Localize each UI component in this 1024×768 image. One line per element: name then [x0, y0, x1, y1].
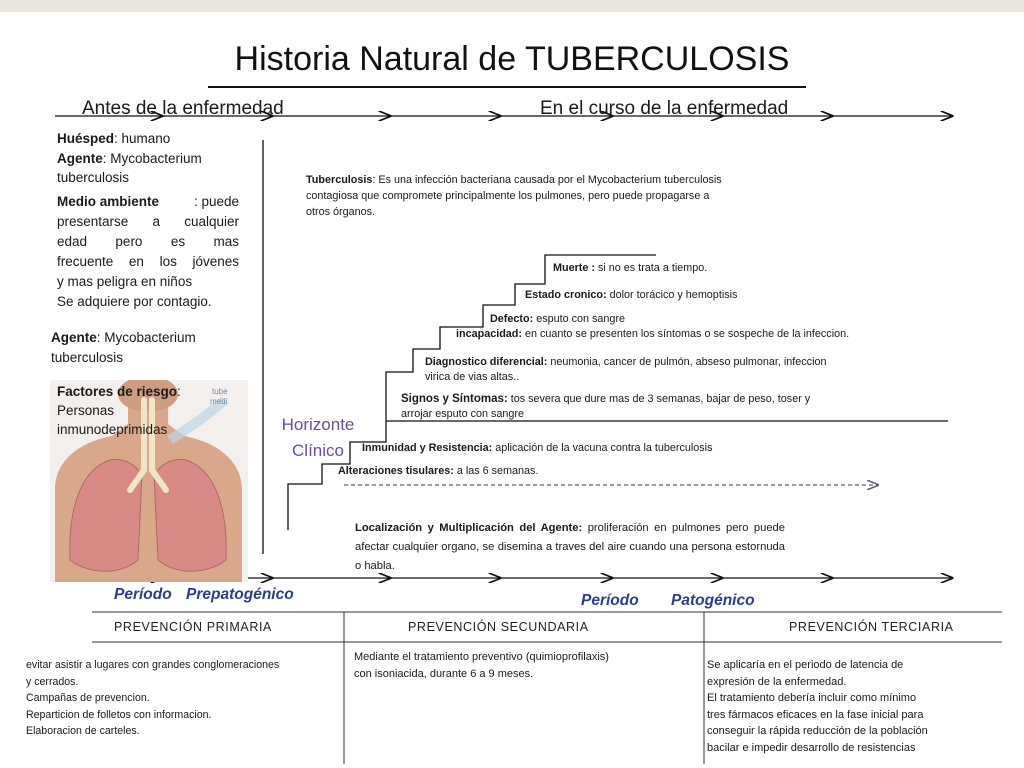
step-signs-text-1: tos severa que dure mas de 3 semanas, bajar de peso, toser y	[507, 393, 811, 405]
clinical-horizon-line-1: Horizonte	[281, 415, 355, 434]
prevention-tertiary-list	[707, 657, 1007, 756]
localization-block	[355, 519, 785, 576]
environment-line-5: y mas peligra en niños	[57, 274, 193, 289]
primary-line: y cerrados.	[26, 675, 79, 688]
tb-definition	[306, 172, 806, 220]
definition-text-3: otros órganos.	[306, 206, 376, 218]
period-pathogenic-word: Período	[581, 592, 639, 609]
prevention-tertiary-header: PREVENCIÓN TERCIARIA	[789, 620, 954, 634]
environment-block	[57, 192, 239, 312]
prevention-primary-list	[26, 657, 338, 740]
definition-text-1: : Es una infección bacteriana causada por el Mycobacterium tuberculosis	[372, 174, 722, 186]
period-prepathogenic-word: Período	[114, 586, 172, 603]
risk-factors-block	[57, 382, 247, 439]
step-disability-label: incapacidad:	[456, 328, 522, 340]
tertiary-line: conseguir la rápida reducción de la población	[707, 725, 928, 737]
primary-line: Elaboracion de carteles.	[26, 725, 140, 737]
environment-line-1: : puede	[193, 194, 239, 209]
period-pathogenic-name: Patogénico	[671, 592, 755, 609]
step-immunity-text: aplicación de la vacuna contra la tuberculosis	[492, 442, 713, 454]
environment-line-2: presentarse a cualquier	[57, 214, 239, 229]
step-death-text: si no es trata a tiempo.	[595, 262, 708, 274]
step-defect-text: esputo con sangre	[533, 313, 626, 325]
step-death	[553, 261, 707, 276]
localization-label: Localización y Multiplicación del Agente:	[355, 522, 583, 534]
slide	[0, 12, 1024, 768]
step-tissue	[338, 464, 538, 479]
agent2-value: : Mycobacterium	[96, 330, 196, 345]
tertiary-line: bacilar e impedir desarrollo de resistencias	[707, 741, 916, 754]
environment-line-4: frecuente en los jóvenes	[57, 254, 239, 269]
agent2-label: Agente	[51, 330, 97, 345]
step-signs	[401, 392, 810, 422]
inhaler-label-1: tube	[212, 387, 228, 396]
prevention-secondary-header: PREVENCIÓN SECUNDARIA	[408, 620, 589, 634]
definition-text-2: contagiosa que compromete principalmente los pulmones, pero puede propagarse a	[306, 190, 710, 202]
header-during-disease: En el curso de la enfermedad	[540, 98, 789, 119]
step-signs-text-2: arrojar esputo con sangre	[401, 408, 525, 420]
step-tissue-label: Alteraciones tisulares:	[338, 465, 454, 477]
secondary-line: con isoniacida, durante 6 a 9 meses.	[354, 668, 534, 680]
contagion-text: Se adquiere por contagio.	[57, 294, 212, 309]
tertiary-line: tres fármacos eficaces en la fase inicial para	[707, 708, 924, 721]
agent-label: Agente	[57, 150, 103, 166]
step-disability	[456, 327, 849, 342]
period-prepathogenic	[114, 586, 294, 604]
period-prepathogenic-name: Prepatogénico	[186, 586, 294, 603]
prevention-secondary-list	[354, 649, 694, 683]
environment-line-3: edad pero es mas	[57, 234, 239, 249]
primary-line: evitar asistir a lugares con grandes conglomeraciones	[26, 659, 280, 671]
definition-label: Tuberculosis	[306, 174, 373, 186]
step-immunity-label: Inmunidad y Resistencia:	[362, 442, 493, 454]
step-defect	[490, 312, 625, 327]
risk-factors-line-2: inmunodeprimidas	[57, 422, 168, 437]
prevention-primary-header: PREVENCIÓN PRIMARIA	[114, 620, 272, 634]
primary-line: Reparticion de folletos con informacion.	[26, 708, 212, 721]
step-disability-text: en cuanto se presenten los síntomas o se sospeche de la infeccion.	[522, 328, 850, 340]
step-differential-text-1: neumonia, cancer de pulmón, abseso pulmonar, infeccion	[547, 356, 827, 368]
header-before-disease: Antes de la enfermedad	[82, 98, 284, 119]
agent-value-2: tuberculosis	[57, 170, 130, 185]
tertiary-line: Se aplicaría en el periodo de latencia de	[707, 659, 904, 671]
step-signs-label: Signos y Síntomas:	[401, 393, 508, 405]
page-title: Historia Natural de TUBERCULOSIS	[234, 40, 790, 78]
inhaler-label-2: medi	[210, 397, 228, 406]
agent-block-2	[51, 328, 241, 367]
period-pathogenic	[581, 592, 755, 610]
step-chronic-text: dolor torácico y hemoptisis	[606, 289, 738, 301]
step-tissue-text: a las 6 semanas.	[453, 465, 539, 477]
step-differential-label: Diagnostico diferencial:	[425, 356, 548, 368]
risk-factors-line-1: Personas	[57, 403, 115, 418]
secondary-line: Mediante el tratamiento preventivo (quimioprofilaxis)	[354, 651, 609, 663]
clinical-horizon-label	[275, 412, 361, 464]
step-differential-text-2: virica de vias altas..	[425, 371, 520, 383]
host-label: Huésped	[57, 131, 115, 146]
step-chronic	[525, 288, 737, 303]
step-differential	[425, 355, 826, 385]
primary-line: Campañas de prevencion.	[26, 692, 150, 704]
clinical-horizon-line-2: Clínico	[292, 441, 344, 460]
localization-text: proliferación en pulmones pero puede afectar cualquier organo, se disemina a traves del aire cuando una persona estornuda o habla.	[355, 522, 785, 572]
tertiary-line: El tratamiento debería incluir como mínimo	[707, 692, 917, 704]
environment-label: Medio ambiente	[57, 194, 160, 209]
step-defect-label: Defecto:	[490, 313, 534, 325]
risk-factors-label: Factores de riesgo	[57, 384, 178, 399]
step-death-label: Muerte :	[553, 262, 595, 274]
host-value: : humano	[114, 131, 171, 146]
risk-factors-colon: :	[177, 384, 181, 399]
agent-value: : Mycobacterium	[102, 150, 202, 166]
host-agent-block	[57, 129, 242, 188]
agent2-value-2: tuberculosis	[51, 349, 124, 365]
tertiary-line: expresión de la enfermedad.	[707, 675, 847, 688]
step-immunity	[362, 441, 712, 456]
step-chronic-label: Estado cronico:	[525, 289, 607, 301]
